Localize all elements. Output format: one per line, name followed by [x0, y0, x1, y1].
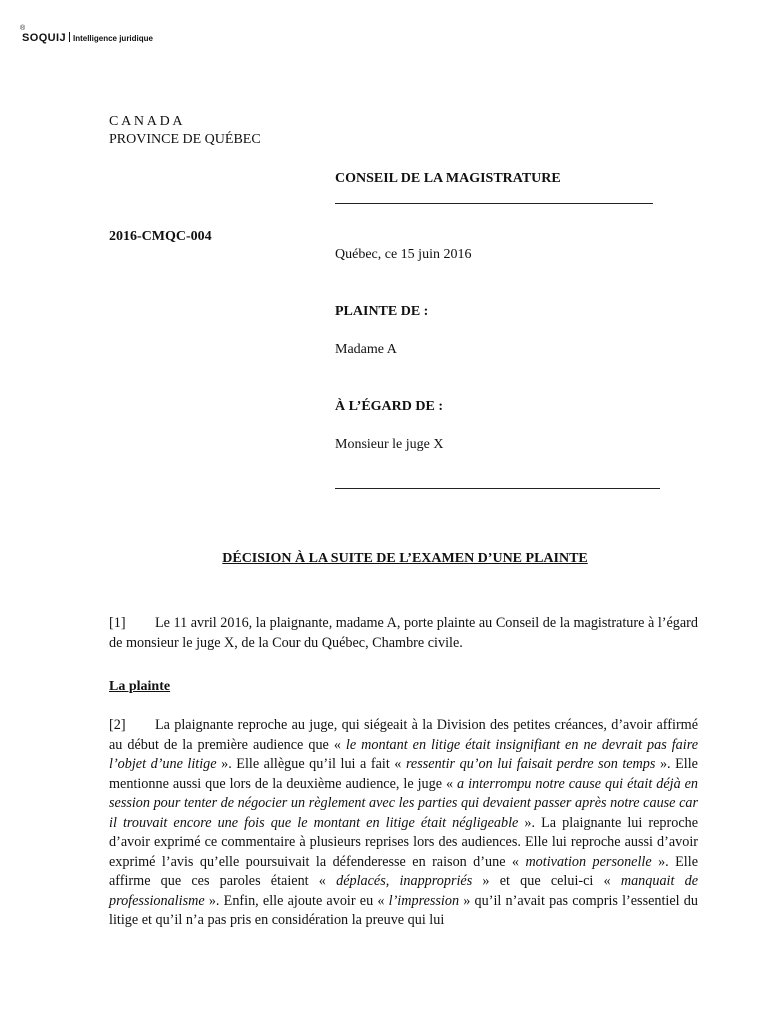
complainant-label: PLAINTE DE :	[335, 304, 429, 319]
quote-segment: motivation personelle	[525, 853, 652, 870]
file-number: 2016-CMQC-004	[109, 229, 212, 244]
parties-rule	[335, 488, 660, 489]
quote-segment: l’impression	[388, 892, 460, 909]
text-segment: La plaignante reproche au juge, qui siégeait à la Division des petites créances, d’avoir affirmé au début de la première audience que «	[109, 717, 698, 753]
paragraph-1	[109, 614, 698, 653]
text-segment: ». Elle allègue qu’il lui a fait «	[216, 756, 406, 772]
quote-segment: ressentir qu’on lui faisait perdre son temps	[405, 756, 656, 772]
paragraph-2	[109, 716, 698, 931]
country-label: C A N A D A	[109, 114, 183, 129]
quote-segment: le montant en litige était insignifiant en ne devrait pas faire l’objet d’une litige	[109, 736, 698, 772]
text-segment: ». La plaignante lui reproche d’avoir exprimé ce commentaire à plusieurs reprises lors des audiences. Elle lui reproche aussi d’avoir exprimé l’avis qu’elle poursuivait la défenderesse en raison d’une «	[109, 814, 699, 870]
text-segment: ». Elle mentionne aussi que lors de la deuxième audience, le juge «	[109, 756, 698, 792]
decision-title: DÉCISION À LA SUITE DE L’EXAMEN D’UNE PLAINTE	[222, 551, 588, 566]
tribunal-name: CONSEIL DE LA MAGISTRATURE	[335, 171, 561, 186]
text-segment: ». Enfin, elle ajoute avoir eu «	[204, 892, 389, 909]
respondent-label: À L’ÉGARD DE :	[335, 399, 443, 414]
quote-segment: a interrompu notre cause qui était déjà en session pour tenter de négocier un règlement avec les parties qui devaient passer après notre cause car il trouvait encore une fois que le montant en litige était négligeable	[109, 775, 699, 831]
paragraph-text: Le 11 avril 2016, la plaignante, madame A, porte plainte au Conseil de la magistrature à l’égard de monsieur le juge X, de la Cour du Québec, Chambre civile.	[109, 615, 698, 651]
text-segment: » qu’il n’avait pas compris l’essentiel du litige et qu’il n’a pas pris en considération la preuve qui lui	[109, 892, 698, 928]
quote-segment: déplacés, inappropriés	[336, 873, 473, 889]
paragraph-number: [2]	[109, 717, 126, 733]
province-label: PROVINCE DE QUÉBEC	[109, 132, 261, 147]
logo-brand: SOQUIJ	[22, 32, 66, 44]
quote-segment: manquait de professionalisme	[109, 873, 699, 909]
text-segment: ». Elle affirme que ces paroles étaient «	[109, 853, 698, 889]
registered-mark: ®	[20, 25, 26, 32]
complainant-name: Madame A	[335, 342, 397, 357]
logo-tagline: Intelligence juridique	[72, 34, 153, 43]
text-segment: » et que celui-ci «	[472, 873, 621, 889]
respondent-name: Monsieur le juge X	[335, 437, 444, 452]
logo-separator	[69, 32, 70, 42]
header-rule	[335, 203, 653, 204]
soquij-logo	[20, 25, 153, 46]
paragraph-number: [1]	[109, 615, 126, 631]
section-heading-plainte: La plainte	[109, 679, 171, 694]
date-line: Québec, ce 15 juin 2016	[335, 247, 472, 262]
